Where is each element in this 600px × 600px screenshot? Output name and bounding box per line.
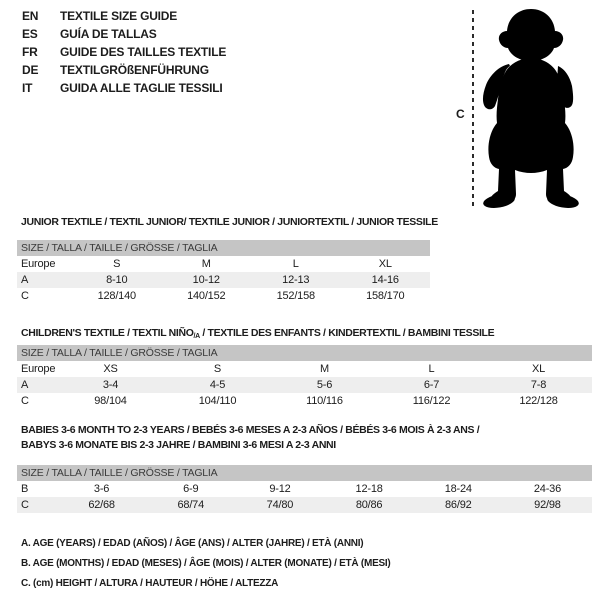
table-cell: 10-12 [192, 274, 220, 286]
table-cell: 92/98 [534, 499, 561, 511]
table-cell: 3-4 [102, 379, 119, 391]
heading-line-1: BABIES 3-6 MONTH TO 2-3 YEARS / BEBÉS 3-6 MESES A 2-3 AÑOS / BÉBÉS 3-6 MOIS À 2-3 ANS / [21, 424, 480, 436]
language-title: TEXTILE SIZE GUIDE [60, 9, 178, 23]
table-cell: 140/152 [187, 290, 226, 302]
language-code: FR [22, 45, 38, 59]
language-code: IT [22, 81, 33, 95]
language-row [22, 25, 226, 43]
heading-line-2: BABYS 3-6 MONATE BIS 2-3 JAHRE / BAMBINI 3-6 MESI A 2-3 ANNI [21, 439, 336, 451]
section-heading-children [21, 327, 494, 340]
language-title: GUIDE DES TAILLES TEXTILE [60, 45, 227, 59]
table-cell: 62/68 [88, 499, 115, 511]
table-row [17, 393, 592, 409]
table-cell: XL [531, 363, 546, 375]
table-row [17, 377, 592, 393]
table-cell: 152/158 [276, 290, 315, 302]
table-cell: 68/74 [177, 499, 205, 511]
table-row [17, 272, 430, 288]
table-row [17, 256, 430, 272]
note-height-cm: C. (cm) HEIGHT / ALTURA / HAUTEUR / HÖHE / ALTEZZA [21, 578, 279, 589]
table-cell: C [21, 395, 29, 407]
table-row [17, 361, 592, 377]
legend-notes [21, 534, 391, 594]
table-cell: 4-5 [209, 379, 226, 391]
table-cell: 80/86 [355, 499, 383, 511]
table-cell: 86/92 [445, 499, 472, 511]
language-title: TEXTILGRÖßENFÜHRUNG [60, 63, 209, 77]
table-row [17, 481, 592, 497]
table-cell: S [113, 258, 121, 270]
size-header-bar: SIZE / TALLA / TAILLE / GRÖSSE / TAGLIA [17, 465, 592, 481]
table-cell: 24-36 [533, 483, 562, 495]
table-cell: 116/122 [412, 395, 451, 407]
table-row [17, 288, 430, 304]
table-cell: M [201, 258, 211, 270]
height-measure-dashed-line [472, 10, 474, 206]
table-rows [17, 256, 430, 304]
size-table-junior [17, 240, 430, 304]
table-cell: A [21, 379, 29, 391]
note-age-months: B. AGE (MONTHS) / EDAD (MESES) / ÂGE (MOIS) / ALTER (MONATE) / ETÀ (MESI) [21, 558, 391, 569]
language-code: ES [22, 27, 38, 41]
table-cell: 7-8 [530, 379, 547, 391]
table-cell: 158/170 [366, 290, 405, 302]
table-cell: 12-13 [282, 274, 310, 286]
table-cell: 3-6 [93, 483, 110, 495]
table-cell: 74/80 [266, 499, 294, 511]
language-code: DE [22, 63, 39, 77]
section-heading-junior: JUNIOR TEXTILE / TEXTIL JUNIOR/ TEXTILE JUNIOR / JUNIORTEXTIL / JUNIOR TESSILE [21, 216, 438, 228]
table-rows [17, 361, 592, 409]
table-cell: B [21, 483, 29, 495]
table-cell: M [320, 363, 329, 375]
language-row [22, 79, 226, 97]
heading-text: CHILDREN'S TEXTILE / TEXTIL NIÑO [21, 327, 194, 339]
language-row [22, 7, 226, 25]
height-measure-label: C [456, 107, 465, 121]
size-header-bar: SIZE / TALLA / TAILLE / GRÖSSE / TAGLIA [17, 345, 592, 361]
table-row [17, 497, 592, 513]
table-cell: XS [103, 363, 118, 375]
table-cell: 110/116 [306, 395, 343, 407]
table-cell: 9-12 [269, 483, 291, 495]
table-cell: 122/128 [519, 395, 558, 407]
table-cell: C [21, 290, 29, 302]
heading-text: / TEXTILE DES ENFANTS / KINDERTEXTIL / BAMBINI TESSILE [199, 327, 495, 339]
table-cell: 14-16 [371, 274, 399, 286]
section-heading-babies [21, 423, 479, 453]
table-cell: 6-9 [183, 483, 199, 495]
table-cell: 128/140 [97, 290, 136, 302]
table-cell: L [428, 363, 435, 375]
table-cell: 8-10 [106, 274, 128, 286]
table-cell: XL [378, 258, 392, 270]
language-code: EN [22, 9, 39, 23]
table-cell: 5-6 [316, 379, 333, 391]
language-title: GUÍA DE TALLAS [60, 27, 157, 41]
table-cell: Europe [21, 363, 56, 375]
note-age-years: A. AGE (YEARS) / EDAD (AÑOS) / ÂGE (ANS) / ALTER (JAHRE) / ETÀ (ANNI) [21, 538, 364, 549]
table-cell: 104/110 [198, 395, 237, 407]
heading-subscript: /A [193, 333, 200, 340]
table-cell: 12-18 [355, 483, 383, 495]
table-cell: C [21, 499, 29, 511]
language-row [22, 43, 226, 61]
table-cell: S [213, 363, 222, 375]
table-cell: Europe [21, 258, 56, 270]
table-cell: 18-24 [444, 483, 472, 495]
table-cell: A [21, 274, 29, 286]
table-cell: 98/104 [94, 395, 127, 407]
language-row [22, 61, 226, 79]
language-list [22, 7, 226, 97]
table-cell: L [292, 258, 299, 270]
size-header-bar: SIZE / TALLA / TAILLE / GRÖSSE / TAGLIA [17, 240, 430, 256]
baby-silhouette-icon [482, 8, 580, 210]
table-rows [17, 481, 592, 513]
size-table-children [17, 345, 592, 409]
language-title: GUIDA ALLE TAGLIE TESSILI [60, 81, 223, 95]
size-table-babies [17, 465, 592, 513]
table-cell: 6-7 [423, 379, 440, 391]
